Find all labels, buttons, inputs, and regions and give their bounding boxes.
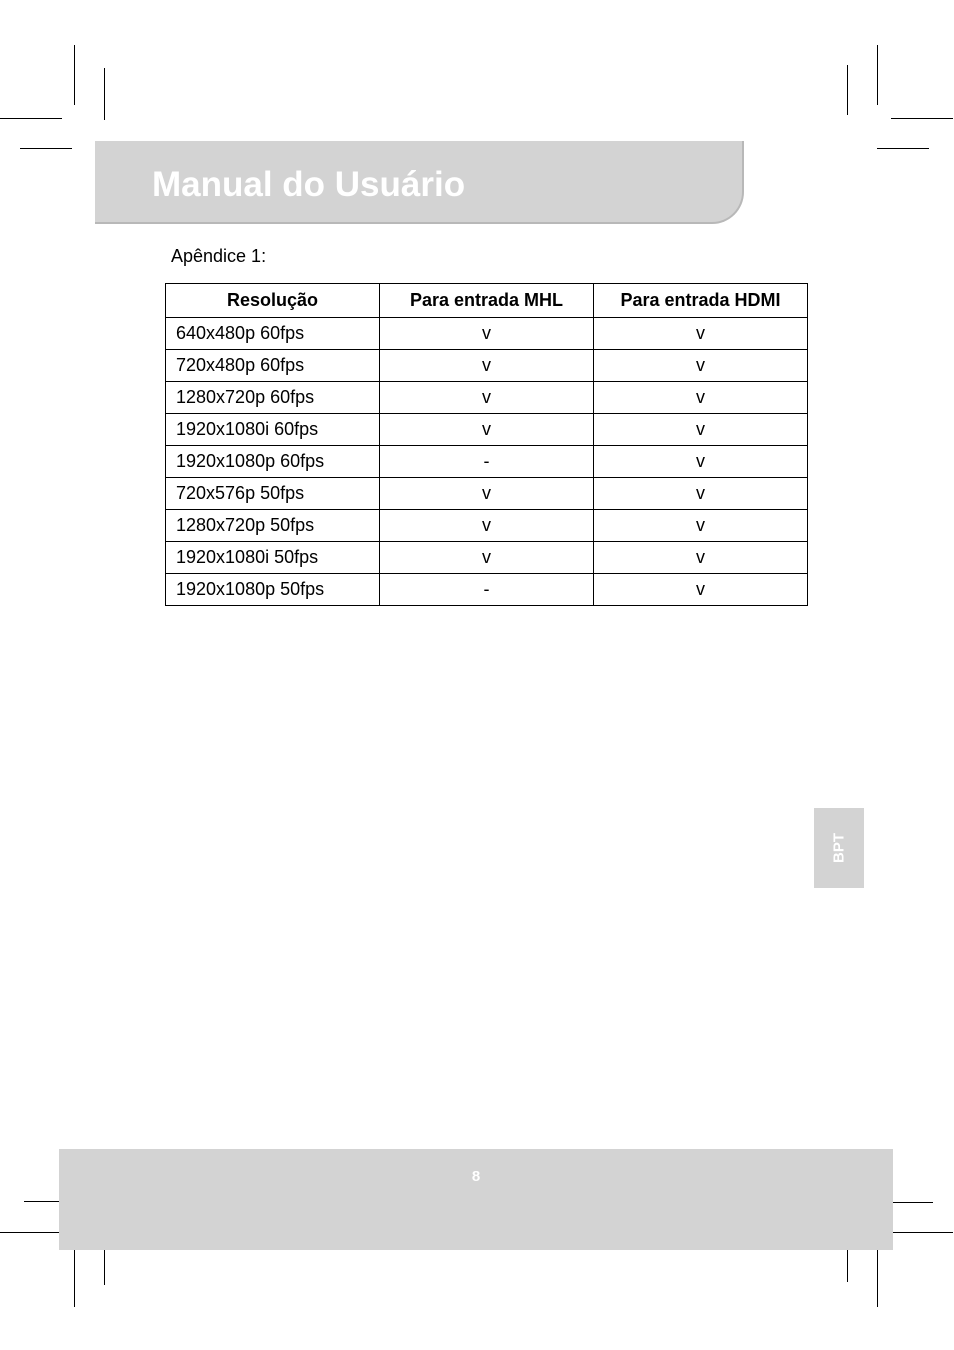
hdmi-support-cell: v xyxy=(594,446,808,478)
hdmi-support-cell: v xyxy=(594,318,808,350)
language-tab-label: BPT xyxy=(830,833,848,863)
hdmi-support-cell: v xyxy=(594,510,808,542)
crop-mark xyxy=(847,65,848,115)
hdmi-support-cell: v xyxy=(594,478,808,510)
resolution-table xyxy=(165,283,808,606)
table-row xyxy=(166,414,808,446)
table-row xyxy=(166,478,808,510)
footer-band xyxy=(59,1149,893,1250)
mhl-support-cell: v xyxy=(380,414,594,446)
resolution-cell: 1920x1080i 60fps xyxy=(166,414,380,446)
page-title: Manual do Usuário xyxy=(152,165,466,204)
crop-mark xyxy=(0,118,62,119)
crop-mark xyxy=(877,1247,878,1307)
table-header-row xyxy=(166,284,808,318)
table-row xyxy=(166,446,808,478)
column-header-resolution: Resolução xyxy=(166,284,380,318)
column-header-hdmi: Para entrada HDMI xyxy=(594,284,808,318)
resolution-cell: 1920x1080p 60fps xyxy=(166,446,380,478)
column-header-mhl: Para entrada MHL xyxy=(380,284,594,318)
hdmi-support-cell: v xyxy=(594,542,808,574)
table-row xyxy=(166,542,808,574)
mhl-support-cell: - xyxy=(380,446,594,478)
mhl-support-cell: v xyxy=(380,382,594,414)
resolution-cell: 640x480p 60fps xyxy=(166,318,380,350)
crop-mark xyxy=(20,148,72,149)
mhl-support-cell: v xyxy=(380,542,594,574)
resolution-cell: 1280x720p 50fps xyxy=(166,510,380,542)
table-row xyxy=(166,382,808,414)
crop-mark xyxy=(74,1247,75,1307)
hdmi-support-cell: v xyxy=(594,414,808,446)
crop-mark xyxy=(104,68,105,120)
mhl-support-cell: v xyxy=(380,478,594,510)
language-side-tab xyxy=(814,808,864,888)
hdmi-support-cell: v xyxy=(594,574,808,606)
crop-mark xyxy=(877,45,878,105)
appendix-label: Apêndice 1: xyxy=(171,246,267,266)
crop-mark xyxy=(74,45,75,105)
table-row xyxy=(166,574,808,606)
mhl-support-cell: v xyxy=(380,510,594,542)
mhl-support-cell: - xyxy=(380,574,594,606)
resolution-cell: 720x480p 60fps xyxy=(166,350,380,382)
mhl-support-cell: v xyxy=(380,318,594,350)
crop-mark xyxy=(877,148,929,149)
resolution-cell: 720x576p 50fps xyxy=(166,478,380,510)
table-row xyxy=(166,510,808,542)
crop-mark xyxy=(0,1232,62,1233)
header-band xyxy=(95,141,744,224)
crop-mark xyxy=(891,118,953,119)
hdmi-support-cell: v xyxy=(594,382,808,414)
hdmi-support-cell: v xyxy=(594,350,808,382)
table-row xyxy=(166,350,808,382)
resolution-cell: 1920x1080i 50fps xyxy=(166,542,380,574)
table-row xyxy=(166,318,808,350)
mhl-support-cell: v xyxy=(380,350,594,382)
resolution-cell: 1920x1080p 50fps xyxy=(166,574,380,606)
crop-mark xyxy=(891,1232,953,1233)
page-number: 8 xyxy=(471,1168,481,1185)
resolution-cell: 1280x720p 60fps xyxy=(166,382,380,414)
